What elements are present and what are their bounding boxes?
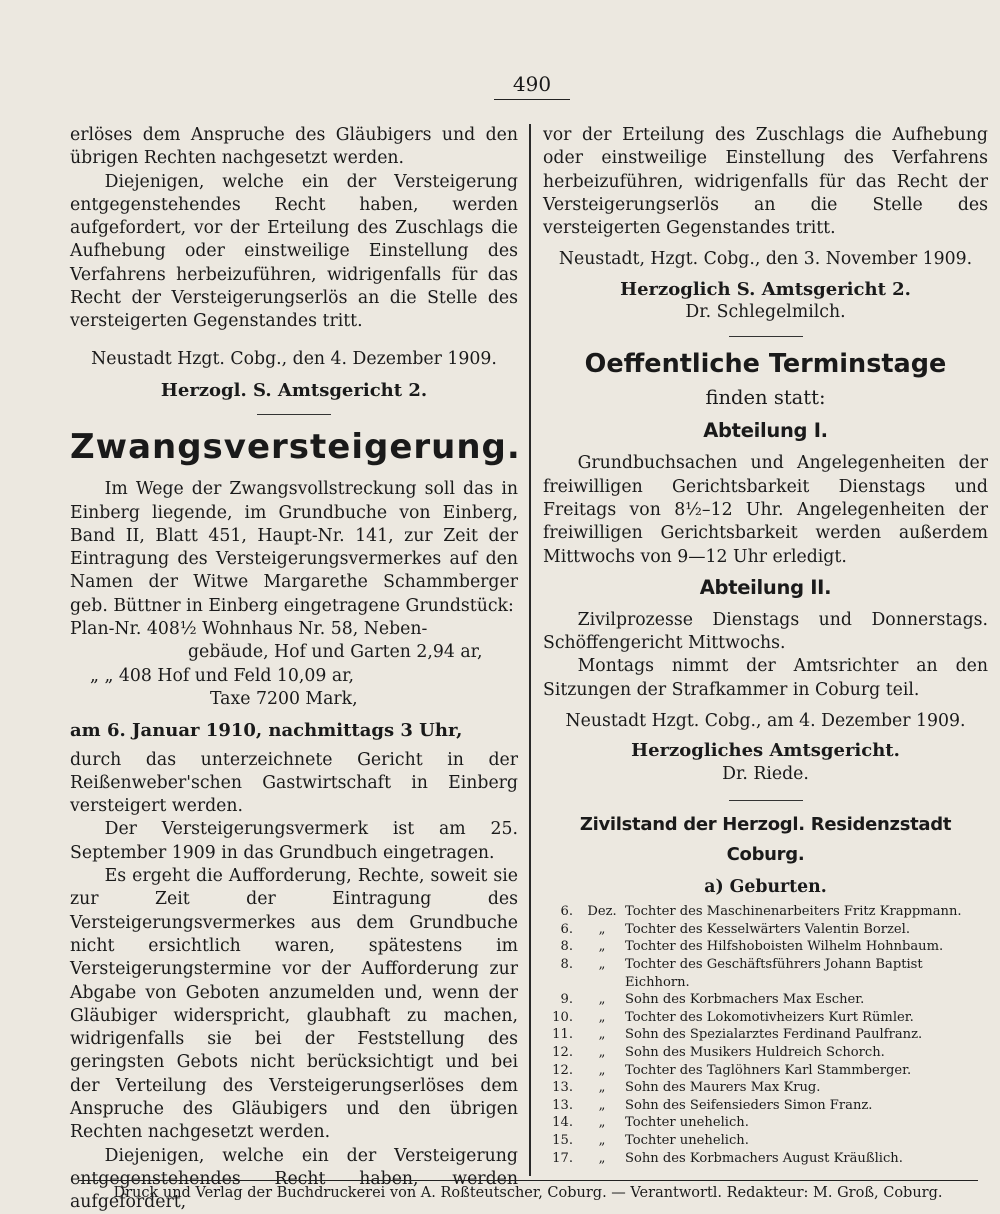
birth-entry xyxy=(543,921,988,939)
column-divider xyxy=(529,124,531,1176)
left-paragraph-1: erlöses dem Anspruche des Gläubigers und den übrigen Rechten nachgesetzt werden. xyxy=(70,125,518,169)
birth-day: 12. xyxy=(552,1044,573,1060)
right-place-date: Neustadt, Hzgt. Cobg., den 3. November 1909. xyxy=(558,249,973,270)
birth-month: „ xyxy=(598,1080,606,1096)
auction-date: am 6. Januar 1910, nachmittags 3 Uhr, xyxy=(70,720,463,742)
birth-month: „ xyxy=(598,992,606,1008)
birth-day: 8. xyxy=(560,939,573,955)
birth-day: 13. xyxy=(552,1097,573,1113)
birth-text: Tochter unehelich. xyxy=(625,1115,749,1131)
birth-entry xyxy=(543,1150,988,1168)
abteilung-2-heading: Abteilung II. xyxy=(699,575,832,599)
terminstage-title: Oeffentliche Terminstage xyxy=(584,349,947,380)
right-paragraph-1: vor der Erteilung des Zuschlags die Aufhebung oder einstweilige Einstellung des Verfahrens herbeizuführen, widrigenfalls für das Recht der Versteigerungserlös an die Stelle des versteigerten Gegenstandes tritt. xyxy=(543,125,988,239)
birth-month: „ xyxy=(598,939,606,955)
right-court: Herzoglich S. Amtsgericht 2. xyxy=(620,278,911,300)
abteilung-2-text: Zivilprozesse Dienstags und Donnerstags. Schöffengericht Mittwochs. xyxy=(543,609,988,654)
birth-text: Tochter des Hilfshoboisten Wilhelm Hohnbaum. xyxy=(625,939,944,955)
civil-registry-title: Zivilstand der Herzogl. Residenzstadt Coburg. xyxy=(579,813,952,865)
plan-list xyxy=(70,618,518,711)
birth-day: 10. xyxy=(552,1009,573,1025)
left-place-date: Neustadt Hzgt. Cobg., den 4. Dezember 1909. xyxy=(91,348,497,369)
birth-day: 12. xyxy=(552,1062,573,1078)
right-place-date-2: Neustadt Hzgt. Cobg., am 4. Dezember 1909. xyxy=(565,711,966,732)
birth-month: Dez. xyxy=(587,904,617,920)
birth-day: 17. xyxy=(552,1150,573,1166)
birth-text: Sohn des Maurers Max Krug. xyxy=(625,1080,821,1096)
birth-text: Sohn des Spezialarztes Ferdinand Paulfranz. xyxy=(625,1027,923,1043)
left-paragraph-2: Diejenigen, welche ein der Versteigerung entgegenstehendes Recht haben, werden aufgefordert, vor der Erteilung des Zuschlags die Aufhebung oder einstweilige Einstellung des Verfahrens herbeizuführen, widrigenfalls für das Recht der Versteigerungserlös an die Stelle des versteigerten Gegenstandes tritt. xyxy=(70,171,518,332)
birth-entry xyxy=(543,1026,988,1044)
right-column xyxy=(543,124,988,1167)
auction-vermerk: Der Versteigerungsvermerk ist am 25. September 1909 in das Grundbuch eingetragen. xyxy=(70,819,518,863)
abteilung-2-monday: Montags nimmt der Amtsrichter an den Sitzungen der Strafkammer in Coburg teil. xyxy=(543,656,988,700)
birth-text: Sohn des Musikers Huldreich Schorch. xyxy=(625,1044,885,1060)
birth-day: 6. xyxy=(560,904,573,920)
birth-month: „ xyxy=(598,957,606,973)
birth-entry xyxy=(543,1079,988,1097)
plan-line-2: gebäude, Hof und Garten 2,94 ar, xyxy=(188,642,483,663)
left-column xyxy=(70,124,521,1214)
birth-month: „ xyxy=(598,1115,606,1131)
imprint-footer: Druck und Verlag der Buchdruckerei von A. Roßteutscher, Coburg. — Verantwortl. Redakteur: M. Groß, Coburg. xyxy=(78,1180,978,1201)
birth-day: 11. xyxy=(552,1027,573,1043)
birth-text: Sohn des Korbmachers Max Escher. xyxy=(625,992,865,1008)
birth-text: Tochter des Geschäftsführers Johann Baptist Eichhorn. xyxy=(625,957,923,990)
birth-entry xyxy=(543,1132,988,1150)
page-number: 490 xyxy=(494,72,570,100)
birth-entry xyxy=(543,938,988,956)
left-last-paragraph: Diejenigen, welche ein der Versteigerung entgegenstehendes Recht haben, werden aufgefordert, xyxy=(70,1145,518,1213)
birth-entry xyxy=(543,1097,988,1115)
births-heading: a) Geburten. xyxy=(704,876,827,897)
birth-month: „ xyxy=(598,1097,606,1113)
birth-entry xyxy=(543,956,988,991)
birth-text: Sohn des Korbmachers August Kräußlich. xyxy=(625,1150,903,1166)
abteilung-1-heading: Abteilung I. xyxy=(703,419,828,443)
births-table xyxy=(543,903,988,1167)
birth-entry xyxy=(543,903,988,921)
auction-aufforderung: Es ergeht die Aufforderung, Rechte, soweit sie zur Zeit der Eintragung des Versteigerungsvermerkes aus dem Grundbuche nicht ersichtlich waren, spätestens im Versteigerungstermine vor der Aufforderung zur Abgabe von Geboten anzumelden und, wenn der Gläubiger widerspricht, glaubhaft zu machen, widrigenfalls sie bei der Feststellung des geringsten Gebots nicht berücksichtigt und bei der Verteilung des Versteigerungserlöses dem Anspruche des Gläubigers und den übrigen Rechten nachgesetzt werden. xyxy=(70,866,518,1143)
taxe-line: Taxe 7200 Mark, xyxy=(210,688,358,709)
left-court: Herzogl. S. Amtsgericht 2. xyxy=(160,379,428,401)
auction-location: durch das unterzeichnete Gericht in der Reißenweber'schen Gastwirtschaft in Einberg versteigert werden. xyxy=(70,749,518,817)
plan-line-3: „ „ 408 Hof und Feld 10,09 ar, xyxy=(90,665,355,686)
auction-intro: Im Wege der Zwangsvollstreckung soll das in Einberg liegende, im Grundbuche von Einberg, Band II, Blatt 451, Haupt-Nr. 141, zur Zeit der Eintragung des Versteigerungsvermerkes auf den Namen der Witwe Margarethe Schammberger geb. Büttner in Einberg eingetragene Grundstück: xyxy=(70,479,518,616)
right-signer-2: Dr. Riede. xyxy=(722,763,809,784)
birth-text: Tochter des Taglöhners Karl Stammberger. xyxy=(625,1062,912,1078)
birth-month: „ xyxy=(598,1027,606,1043)
divider xyxy=(729,800,803,801)
right-court-2: Herzogliches Amtsgericht. xyxy=(631,740,900,762)
birth-day: 9. xyxy=(560,992,573,1008)
birth-text: Tochter unehelich. xyxy=(625,1132,749,1148)
birth-month: „ xyxy=(598,1009,606,1025)
birth-text: Sohn des Seifensieders Simon Franz. xyxy=(625,1097,873,1113)
birth-text: Tochter des Kesselwärters Valentin Borzel. xyxy=(625,921,911,937)
birth-entry xyxy=(543,1062,988,1080)
birth-month: „ xyxy=(598,1150,606,1166)
divider xyxy=(257,414,331,415)
divider xyxy=(729,336,803,337)
birth-entry xyxy=(543,1044,988,1062)
birth-text: Tochter des Maschinenarbeiters Fritz Krappmann. xyxy=(625,904,962,920)
right-signer: Dr. Schlegelmilch. xyxy=(685,302,846,323)
birth-text: Tochter des Lokomotivheizers Kurt Rümler. xyxy=(625,1009,914,1025)
plan-line-1: Plan-Nr. 408½ Wohnhaus Nr. 58, Neben- xyxy=(70,619,428,640)
birth-month: „ xyxy=(598,1044,606,1060)
birth-day: 14. xyxy=(552,1115,573,1131)
birth-month: „ xyxy=(598,1062,606,1078)
birth-entry xyxy=(543,1114,988,1132)
birth-day: 13. xyxy=(552,1080,573,1096)
birth-entry xyxy=(543,1009,988,1027)
birth-day: 15. xyxy=(552,1132,573,1148)
auction-title: Zwangsversteigerung. xyxy=(70,427,521,468)
birth-month: „ xyxy=(598,921,606,937)
birth-day: 8. xyxy=(560,957,573,973)
birth-day: 6. xyxy=(560,921,573,937)
birth-entry xyxy=(543,991,988,1009)
abteilung-1-text: Grundbuchsachen und Angelegenheiten der freiwilligen Gerichtsbarkeit Dienstags und Freitags von 8½–12 Uhr. Angelegenheiten der freiwilligen Gerichtsbarkeit werden außerdem Mittwochs von 9—12 Uhr erledigt. xyxy=(543,453,988,567)
birth-month: „ xyxy=(598,1132,606,1148)
terminstage-subtitle: finden statt: xyxy=(705,386,826,410)
